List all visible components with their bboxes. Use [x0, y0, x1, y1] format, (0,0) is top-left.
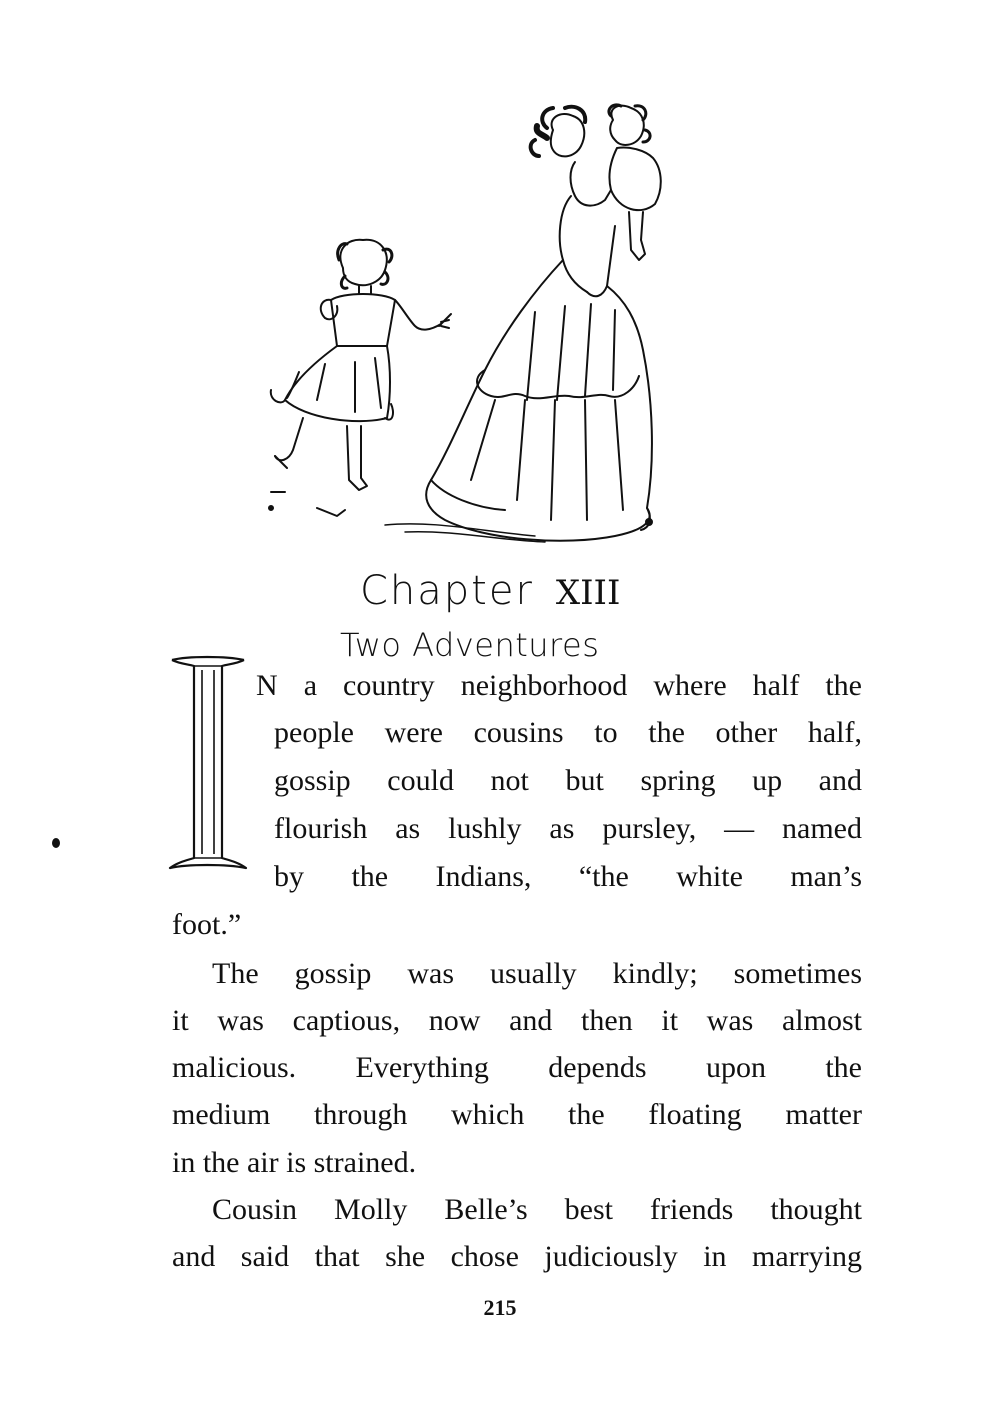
text-line: and said that she chose judiciously in marrying [172, 1240, 862, 1273]
text-line: by the Indians, “the white man’s [274, 860, 862, 893]
text-line: gossip could not but spring up and [274, 764, 862, 797]
text-line: it was captious, now and then it was almost [172, 1004, 862, 1037]
girl-figure-icon [269, 240, 451, 516]
drop-cap [168, 650, 248, 876]
ink-speck [52, 838, 60, 848]
text-line: foot.” [172, 908, 242, 941]
text-line: people were cousins to the other half, [274, 716, 862, 749]
text-line: flourish as lushly as pursley, — named [274, 812, 862, 845]
text-line: Cousin Molly Belle’s best friends thought [212, 1193, 862, 1226]
page-number: 215 [483, 1295, 517, 1320]
woman-with-baby-figure-icon [385, 105, 661, 542]
chapter-numeral: XIII [555, 573, 621, 613]
drop-cap-i-icon [168, 650, 248, 876]
text-line: in the air is strained. [172, 1146, 417, 1179]
text-line: The gossip was usually kindly; sometimes [212, 957, 862, 990]
text-line: medium through which the floating matter [172, 1098, 862, 1131]
chapter-heading [360, 568, 680, 614]
chapter-title: Two Adventures [340, 626, 600, 664]
chapter-label: Chapter [360, 568, 534, 614]
text-line: malicious. Everything depends upon the [172, 1051, 862, 1084]
text-line: N a country neighborhood where half the [256, 669, 862, 702]
chapter-illustration [235, 100, 675, 555]
